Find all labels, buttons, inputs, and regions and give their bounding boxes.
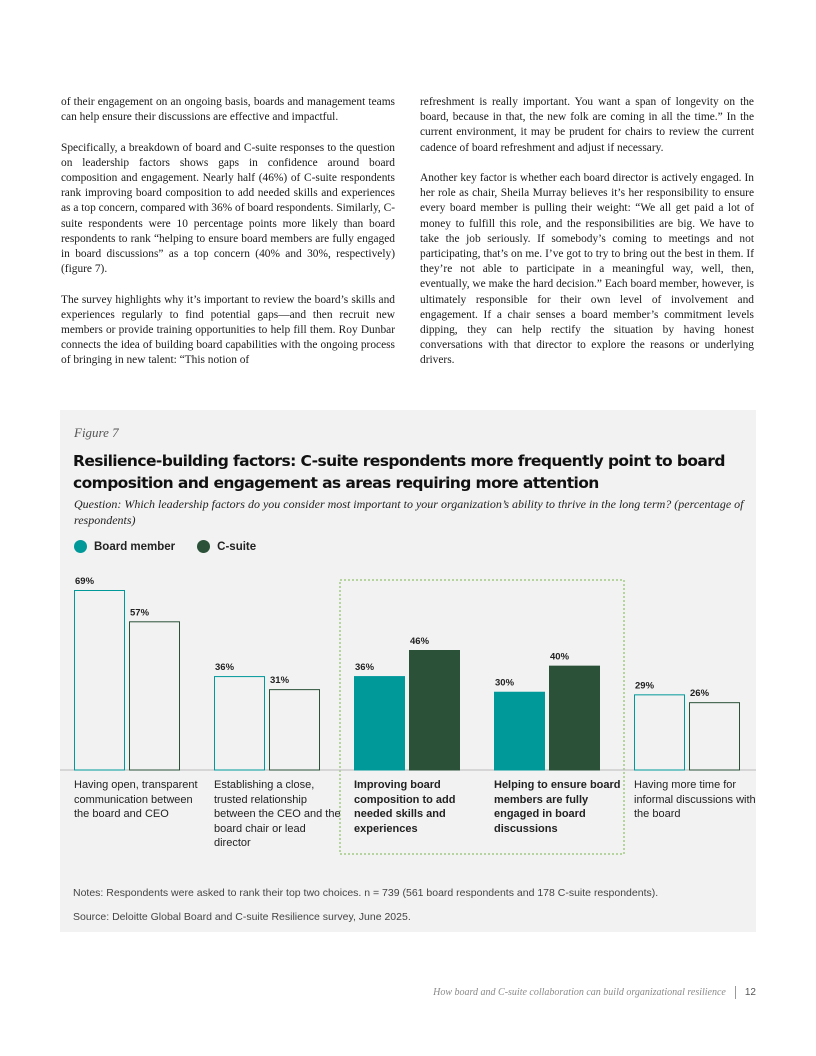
figure-source: Source: Deloitte Global Board and C-suite Resilience survey, June 2025.	[73, 911, 411, 923]
bar-board-1	[75, 591, 125, 771]
figure-7	[60, 410, 756, 932]
body-paragraph: Specifically, a breakdown of board and C-suite responses to the question on leadership factors shows gaps in confidence around board composition and engagement. Nearly half (46%) of C-suite respondents rank improving board composition to add needed skills and experiences as a top concern, compared with 36% of board respondents. Similarly, C-suite respondents were 10 percentage points more likely than board respondents to rank “helping to ensure board members are fully engaged in board discussions” as a top concern (40% and 30%, respectively) (figure 7).	[61, 141, 395, 276]
data-label: 57%	[130, 607, 150, 619]
data-label: 36%	[215, 662, 235, 674]
data-label: 46%	[410, 636, 430, 647]
page-footer	[433, 986, 756, 999]
bar-csuite-3	[410, 651, 460, 771]
body-paragraph: of their engagement on an ongoing basis, boards and management teams can help ensure their discussions are effective and impactful.	[61, 96, 395, 124]
footer-divider	[735, 986, 736, 999]
footer-title: How board and C-suite collaboration can build organizational resilience	[433, 987, 726, 998]
category-label: Improving board composition to add needed skills and experiences	[354, 779, 456, 835]
data-label: 40%	[550, 651, 570, 663]
data-label: 69%	[75, 576, 95, 587]
data-label: 29%	[635, 680, 655, 692]
legend-label-board: Board member	[94, 540, 176, 553]
figure-question: Question: Which leadership factors do you consider most important to your organization’s ability to thrive in the long term? (percentage of respondents)	[74, 497, 744, 527]
bar-csuite-2	[270, 690, 320, 770]
bar-board-4	[495, 692, 545, 770]
body-column-right	[420, 95, 754, 384]
data-label: 30%	[495, 677, 515, 689]
body-column-left	[61, 95, 395, 384]
bar-board-3	[355, 677, 405, 770]
bar-csuite-4	[550, 666, 600, 770]
legend-label-csuite: C-suite	[217, 540, 257, 553]
bar-board-5	[635, 695, 685, 770]
figure-notes: Notes: Respondents were asked to rank their top two choices. n = 739 (561 board respondents and 178 C-suite respondents).	[73, 887, 659, 899]
body-paragraph: Another key factor is whether each board director is actively engaged. In her role as chair, Sheila Murray believes it’s her responsibility to ensure every board member is pulling their weight: “We all get paid a lot of money to fulfill this role, and the responsibilities are big. We have to take the job seriously. If somebody’s coming to meetings and not participating, that’s on me. I’ve got to try to bring out the best in them. If they’re not able to participate in a meaningful way, well, then, eventually, we make the hard decision.” Each board member, however, is ultimately responsible for their own level of involvement and engagement. If a chair senses a board member’s commitment levels dipping, they can help rectify the situation by having honest conversations with that director to explore the reasons or underlying drivers.	[420, 172, 754, 367]
bar-chart	[60, 410, 756, 932]
bar-csuite-1	[130, 622, 180, 770]
category-label: Having open, transparent communication between the board and CEO	[74, 779, 198, 820]
figure-title: Resilience-building factors: C-suite respondents more frequently point to board composition and engagement as areas requiring more attention	[73, 452, 725, 492]
category-label: Establishing a close, trusted relationship between the CEO and the board chair or lead director	[214, 779, 341, 849]
page-number: 12	[744, 987, 756, 998]
bar-csuite-5	[690, 703, 740, 770]
category-label: Having more time for informal discussions with the board	[634, 779, 756, 820]
data-label: 36%	[355, 662, 375, 674]
bar-board-2	[215, 677, 265, 770]
body-paragraph: refreshment is really important. You want a span of longevity on the board, because in that, the new folk are coming in all the time.” In the current environment, it may be prudent for chairs to review the current cadence of board refreshment and adjust if necessary.	[420, 96, 754, 154]
figure-label: Figure 7	[74, 425, 119, 440]
category-label: Helping to ensure board members are fully engaged in board discussions	[494, 779, 621, 835]
body-paragraph: The survey highlights why it’s important to review the board’s skills and experiences regularly to find potential gaps—and then recruit new members or provide training opportunities to help fill them. Roy Dunbar connects the idea of building board capabilities with the ongoing process of bringing in new talent: “This notion of	[61, 293, 395, 367]
data-label: 26%	[690, 688, 710, 700]
data-label: 31%	[270, 675, 290, 687]
